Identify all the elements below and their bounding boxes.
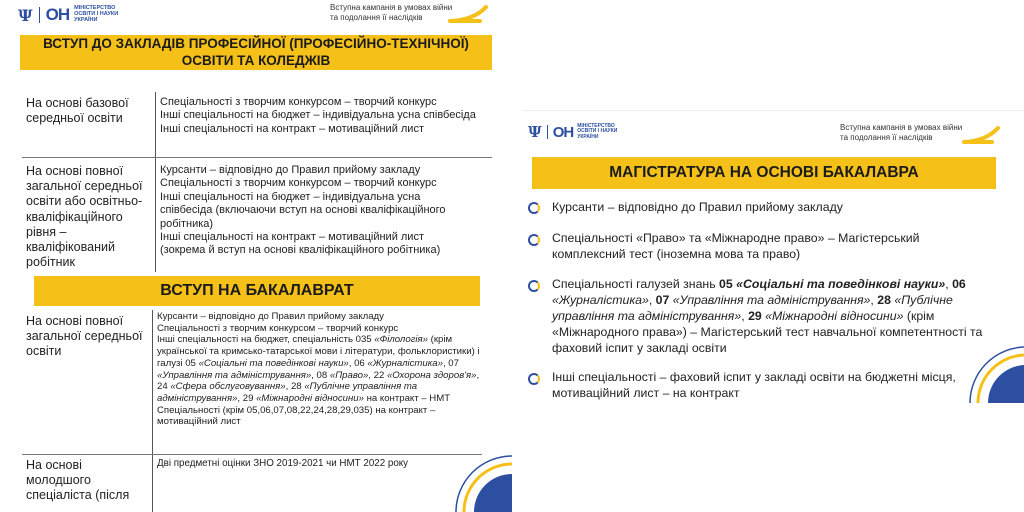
bullet-icon bbox=[528, 234, 540, 246]
banner-vocational: ВСТУП ДО ЗАКЛАДІВ ПРОФЕСІЙНОЇ (ПРОФЕСІЙНО-ТЕХНІЧНОЇ) ОСВІТИ ТА КОЛЕДЖІВ bbox=[20, 35, 492, 70]
row-label-bachelor-complete-secondary: На основі повної загальної середньої освіти bbox=[26, 314, 143, 359]
banner-masters: МАГІСТРАТУРА НА ОСНОВІ БАКАЛАВРА bbox=[532, 157, 996, 189]
mon-mark: ОН bbox=[45, 5, 70, 24]
row-text-basic-secondary: Спеціальності з творчим конкурсом – творчий конкурс Інші спеціальності на бюджет – індивідуальна усна співбесіда Інші спеціальності на контракт – мотиваційний лист bbox=[160, 96, 476, 135]
decor-circles-icon bbox=[452, 452, 512, 512]
slide-masters bbox=[522, 110, 1024, 403]
trident-icon: Ψ bbox=[18, 5, 33, 25]
campaign-caption: Вступна кампанія в умовах війни та подолання її наслідків bbox=[330, 3, 453, 22]
row-text-bachelor-complete-secondary: Курсанти – відповідно до Правил прийому закладу Спеціальності з творчим конкурсом – творчий конкурс Інші спеціальності на бюджет, спеціальність 035 «Філологія» (крім української та кримсько-татарської мови і літератури, фольклористики) і галузі 05 «Соціальні та поведінкові науки», 06 «Журналістика», 07 «Управління та адміністрування», 08 «Право», 22 «Охорона здоров'я», 24 «Сфера обслуговування», 28 «Публічне управління та адміністрування», 29 «Міжнародні відносини» на контракт – НМТ Спеціальності (крім 05,06,07,08,22,24,28,29,035) на контракт – мотиваційний лист bbox=[157, 311, 480, 428]
masters-item-cadets: Курсанти – відповідно до Правил прийому закладу bbox=[552, 200, 843, 214]
bullet-icon bbox=[528, 280, 540, 292]
row-text-complete-secondary: Курсанти – відповідно до Правил прийому закладу Спеціальності з творчим конкурсом – творчий конкурс Інші спеціальності на бюджет – індивідуальна усна співбесіда (включаючи вступ на основі кваліфікаційного робітника) Інші спеціальності на контракт – мотиваційний лист (зокрема й вступ на основі кваліфікаційного робітника) bbox=[160, 164, 446, 257]
bullet-icon bbox=[528, 373, 540, 385]
ministry-name: МІНІСТЕРСТВО ОСВІТИ І НАУКИ УКРАЇНИ bbox=[577, 123, 618, 140]
masters-item-law: Спеціальності «Право» та «Міжнародне право» – Магістерський комплексний тест (іноземна мова та право) bbox=[552, 231, 920, 261]
ministry-name: МІНІСТЕРСТВО ОСВІТИ І НАУКИ УКРАЇНИ bbox=[74, 5, 119, 23]
masters-item-other: Інші спеціальності – фаховий іспит у закладі освіти на бюджетні місця, мотиваційний лист – на контракт bbox=[552, 370, 956, 400]
row-text-junior-specialist: Дві предметні оцінки ЗНО 2019-2021 чи НМТ 2022 року bbox=[157, 458, 409, 469]
row-label-junior-specialist: На основі молодшого спеціаліста (після bbox=[26, 458, 130, 503]
banner-bachelor: ВСТУП НА БАКАЛАВРАТ bbox=[34, 276, 480, 306]
row-label-complete-secondary: На основі повної загальної середньої освіти або освітньо-кваліфікаційного рівня – кваліфікований робітник bbox=[26, 164, 143, 270]
mon-mark: ОН bbox=[552, 123, 574, 141]
decor-circles-icon bbox=[964, 335, 1024, 403]
ministry-logo-right bbox=[528, 123, 629, 141]
row-label-basic-secondary: На основі базової середньої освіти bbox=[26, 96, 129, 126]
swoosh-icon bbox=[448, 2, 492, 24]
swoosh-icon bbox=[962, 123, 1004, 145]
bullet-icon bbox=[528, 202, 540, 214]
campaign-caption-right: Вступна кампанія в умовах війни та подолання її наслідків bbox=[840, 123, 963, 142]
trident-icon: Ψ bbox=[528, 123, 542, 141]
ministry-logo bbox=[18, 5, 130, 25]
masters-item-fields: Спеціальності галузей знань 05 «Соціальні та поведінкові науки», 06 «Журналістика», 07 «Управління та адміністрування», 28 «Публічне управління та адміністрування», 29 «Міжнародні відносини» (крім «Міжнародного права») – Магістерський тест навчальної компетентності та фаховий іспит у закладі освіти bbox=[552, 277, 983, 355]
